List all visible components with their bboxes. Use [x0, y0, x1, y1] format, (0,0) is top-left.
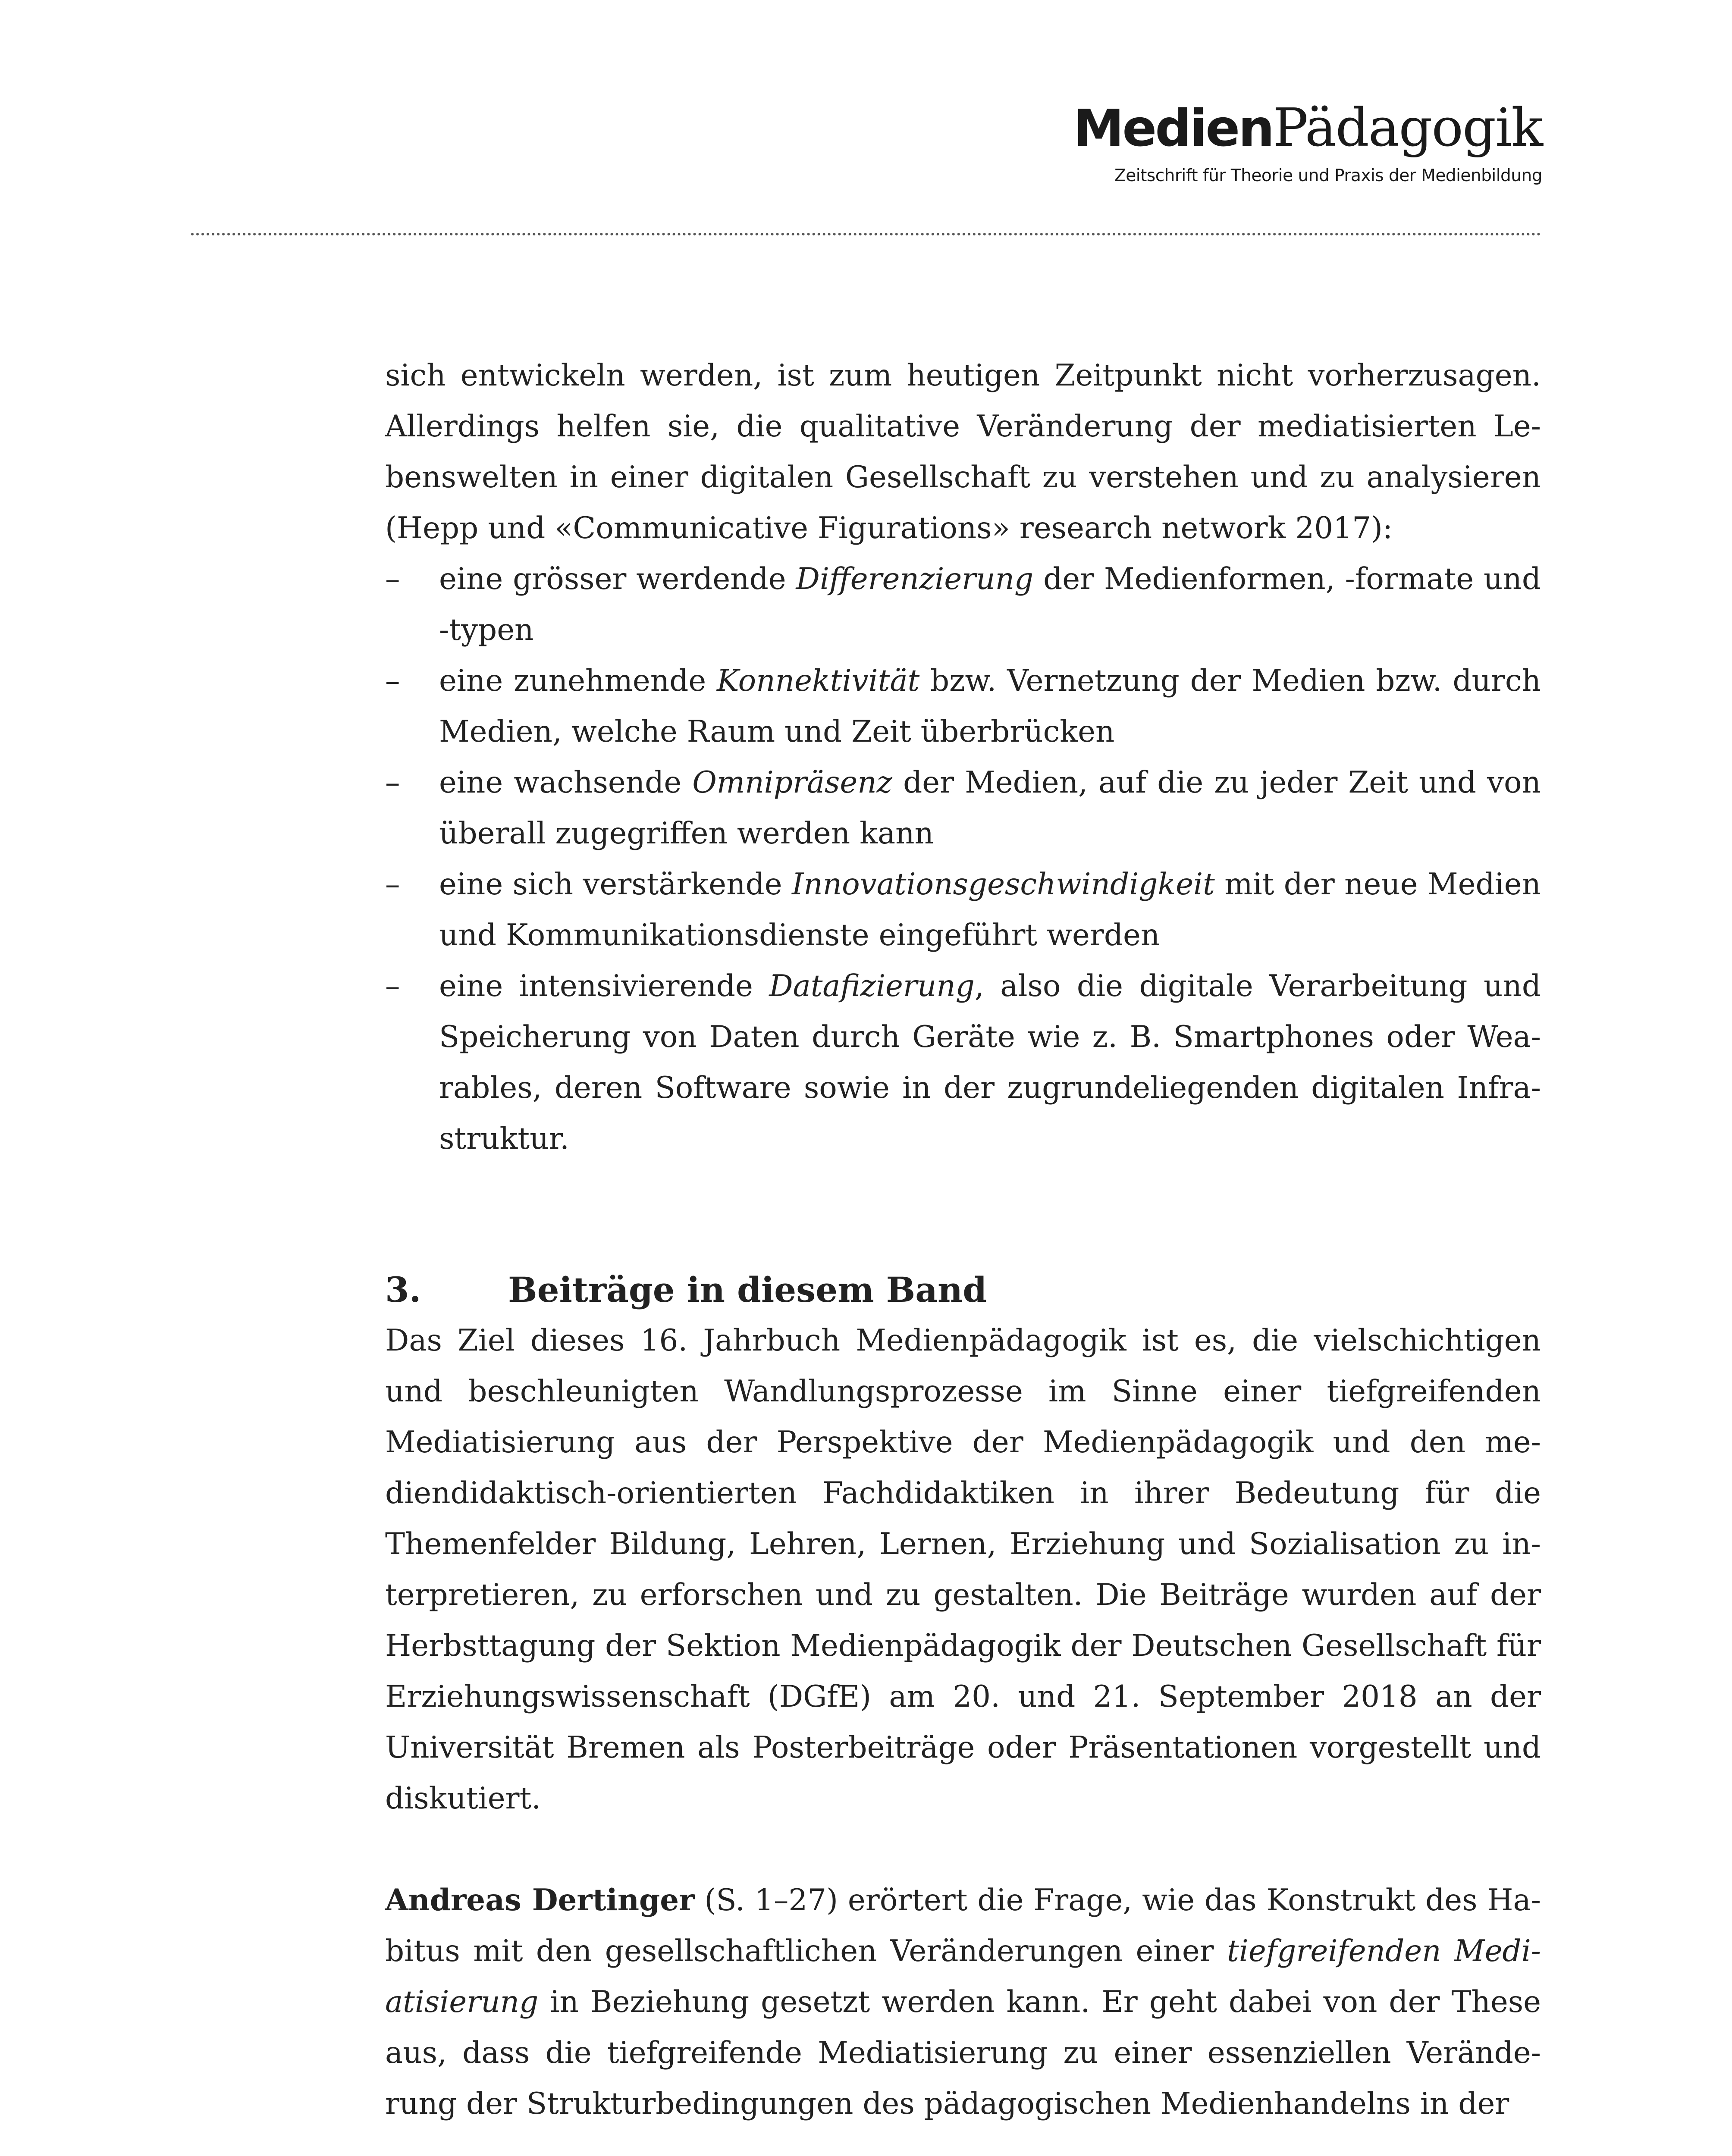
- journal-logo: [1073, 97, 1542, 185]
- list-dash: –: [385, 867, 400, 902]
- intro-paragraph: sich entwickeln werden, ist zum heutigen Zeitpunkt nicht vorherzusagen. Allerdings helfen sie, die qualitative Veränderung der mediatisierten Lebenswelten in einer digitalen Gesellschaft zu verstehen und zu analysieren (Hepp und «Communicative Figurations» research network 2017):: [385, 358, 1541, 545]
- logo-paedagogik: Pädagogik: [1273, 97, 1542, 158]
- logo-medien: Medien: [1073, 98, 1273, 158]
- section-number: 3.: [385, 1269, 421, 1310]
- list-item: – eine grösser werdende Differenzierung der Medienformen, -formate und -typen: [385, 554, 1541, 655]
- list-item: – eine wachsende Omnipräsenz der Medien, auf die zu jeder Zeit und von überall zugegriffen werden kann: [385, 757, 1541, 859]
- author-name: Andreas Dertinger: [385, 1883, 695, 1918]
- list-item: – eine sich verstärkende Innovationsgeschwindigkeit mit der neue Medien und Kommunikationsdienste eingeführt werden: [385, 859, 1541, 961]
- paragraph-spacer: [385, 1824, 1541, 1875]
- list-dash: –: [385, 664, 400, 698]
- section-heading: [385, 1264, 1541, 1315]
- trend-list: [385, 554, 1541, 1164]
- header-divider: [191, 233, 1541, 235]
- section-paragraph: Das Ziel dieses 16. Jahrbuch Medienpädagogik ist es, die vielschichtigen und beschleunigten Wandlungsprozesse im Sinne einer tiefgreifenden Mediatisierung aus der Perspektive der Medienpädagogik und den mediendidaktisch-orientierten Fachdidaktiken in ihrer Bedeutung für die Themenfelder Bildung, Lehren, Lernen, Erziehung und Sozialisation zu interpretieren, zu erforschen und zu gestalten. Die Beiträge wurden auf der Herbsttagung der Sektion Medienpädagogik der Deutschen Gesellschaft für Erziehungswissenschaft (DGfE) am 20. und 21. September 2018 an der Universität Bremen als Posterbeiträge oder Präsentationen vorgestellt und diskutiert.: [385, 1323, 1541, 1816]
- list-item: – eine intensivierende Datafizierung, also die digitale Verarbeitung und Speicherung von Daten durch Geräte wie z. B. Smartphones oder Wearables, deren Software sowie in der zugrundeliegenden digitalen Infrastruktur.: [385, 961, 1541, 1164]
- journal-subtitle: Zeitschrift für Theorie und Praxis der Medienbildung: [1114, 166, 1542, 185]
- page-body: [385, 350, 1541, 2129]
- list-item: – eine zunehmende Konnektivität bzw. Vernetzung der Medien bzw. durch Medien, welche Raum und Zeit überbrücken: [385, 655, 1541, 757]
- list-dash: –: [385, 765, 400, 800]
- list-dash: –: [385, 969, 400, 1003]
- author-paragraph: Andreas Dertinger (S. 1–27) erörtert die Frage, wie das Konstrukt des Habitus mit den gesellschaftlichen Veränderungen einer tiefgreifenden Mediatisierung in Beziehung gesetzt werden kann. Er geht dabei von der These aus, dass die tiefgreifende Mediatisierung zu einer essenziellen Veränderung der Strukturbedingungen des pädagogischen Medienhandelns in der: [385, 1883, 1541, 2121]
- list-dash: –: [385, 562, 400, 596]
- section-title: Beiträge in diesem Band: [508, 1269, 987, 1310]
